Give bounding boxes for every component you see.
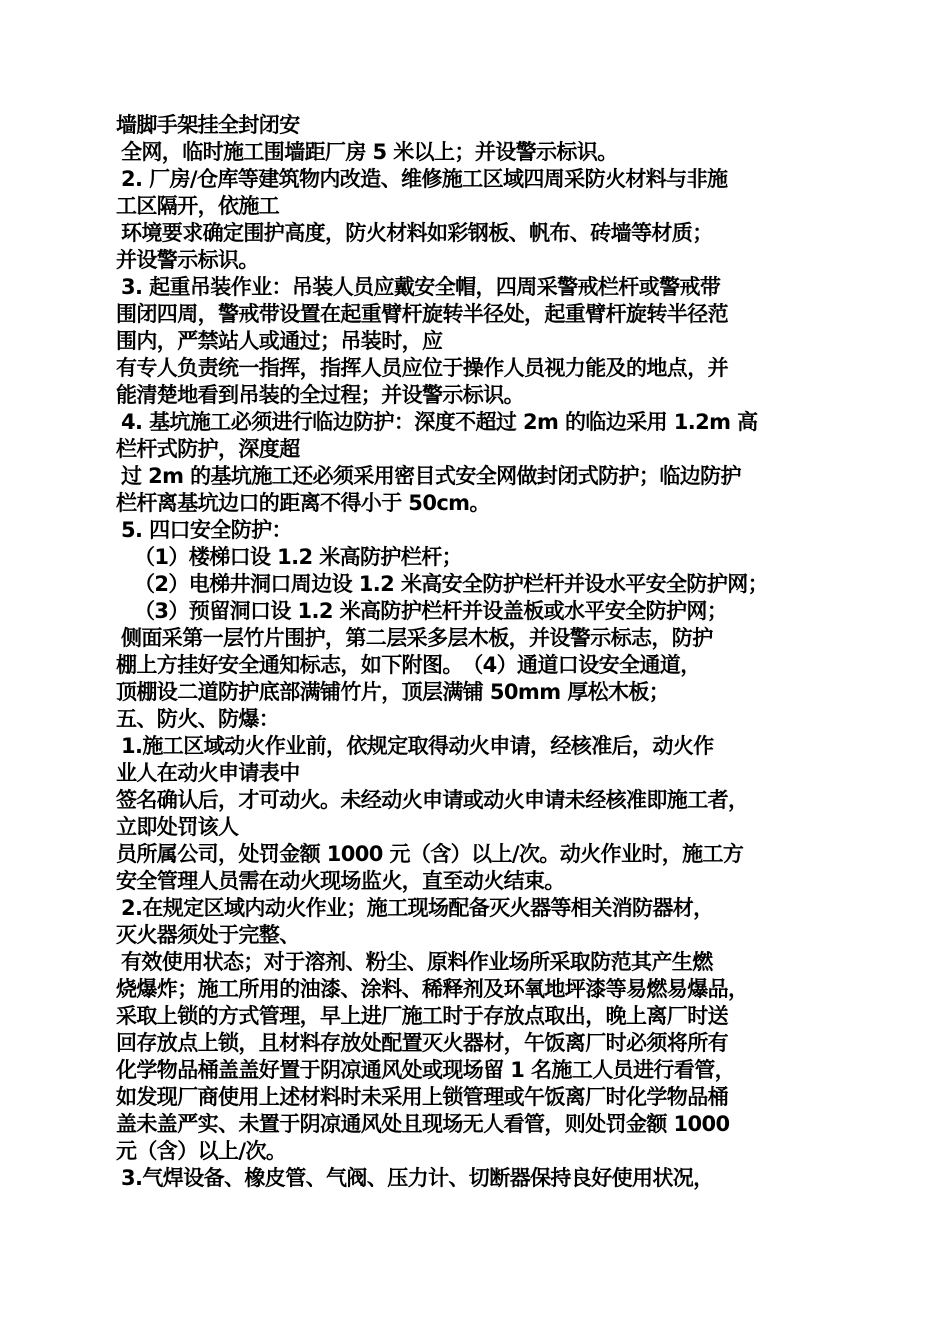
text-line: 2. 厂房/仓库等建筑物内改造、维修施工区域四周采防火材料与非施 (121, 167, 728, 191)
text-line: 3.气焊设备、橡皮管、气阀、压力计、切断器保持良好使用状况， (121, 1166, 714, 1190)
text-line: 过 2m 的基坑施工还必须采用密目式安全网做封闭式防护；临边防护 (121, 464, 741, 488)
text-line: 如发现厂商使用上述材料时未采用上锁管理或午饭离厂时化学物品桶 (116, 1085, 728, 1109)
text-line: 有效使用状态；对于溶剂、粉尘、原料作业场所采取防范其产生燃 (121, 950, 713, 974)
document-body (116, 112, 846, 1192)
text-line: 签名确认后，才可动火。未经动火申请或动火申请未经核准即施工者， (116, 788, 749, 812)
text-line: 棚上方挂好安全通知标志，如下附图。 （4）通道口设安全通道， (116, 653, 701, 677)
text-line: 3. 起重吊装作业：吊装人员应戴安全帽，四周采警戒栏杆或警戒带 (121, 275, 721, 299)
text-line: 2.在规定区域内动火作业；施工现场配备灭火器等相关消防器材， (121, 896, 714, 920)
text-line: 栏杆式防护，深度超 (116, 437, 300, 461)
text-line: （3）预留洞口设 1.2 米高防护栏杆并设盖板或水平安全防护网； (134, 599, 728, 623)
text-line: 立即处罚该人 (116, 815, 239, 839)
text-line: 围内，严禁站人或通过；吊装时，应 (116, 329, 443, 353)
text-line: 侧面采第一层竹片围护，第二层采多层木板，并设警示标志，防护 (121, 626, 713, 650)
text-line: 安全管理人员需在动火现场监火，直至动火结束。 (116, 869, 565, 893)
text-line: 5. 四口安全防护： (121, 518, 292, 542)
text-line: 能清楚地看到吊装的全过程；并设警示标识。 (116, 383, 524, 407)
section-heading: 五、防火、防爆： (116, 707, 280, 731)
text-line: 元（含）以上/次。 (116, 1139, 287, 1163)
text-line: （2）电梯井洞口周边设 1.2 米高安全防护栏杆并设水平安全防护网； (134, 572, 769, 596)
text-line: 化学物品桶盖盖好置于阴凉通风处或现场留 1 名施工人员进行看管， (116, 1058, 736, 1082)
text-line: 灭火器须处于完整、 (116, 923, 300, 947)
text-line: 围闭四周，警戒带设置在起重臂杆旋转半径处，起重臂杆旋转半径范 (116, 302, 728, 326)
text-line: 有专人负责统一指挥，指挥人员应位于操作人员视力能及的地点，并 (116, 356, 728, 380)
text-line: 4. 基坑施工必须进行临边防护：深度不超过 2m 的临边采用 1.2m 高 (121, 410, 758, 434)
text-line: 业人在动火申请表中 (116, 761, 300, 785)
text-line: 栏杆离基坑边口的距离不得小于 50cm。 (116, 491, 490, 515)
text-line: 员所属公司，处罚金额 1000 元（含）以上/次。动火作业时，施工方 (116, 842, 744, 866)
text-line: 全网，临时施工围墙距厂房 5 米以上；并设警示标识。 (121, 140, 618, 164)
text-line: 并设警示标识。 (116, 248, 259, 272)
text-line: 盖未盖严实、未置于阴凉通风处且现场无人看管，则处罚金额 1000 (116, 1112, 730, 1136)
text-line: 墙脚手架挂全封闭安 (116, 113, 300, 137)
text-line: 回存放点上锁，且材料存放处配置灭火器材，午饭离厂时必须将所有 (116, 1031, 728, 1055)
text-line: 1.施工区域动火作业前，依规定取得动火申请，经核准后，动火作 (121, 734, 714, 758)
text-line: 工区隔开，依施工 (116, 194, 280, 218)
text-line: 烧爆炸；施工所用的油漆、涂料、稀释剂及环氧地坪漆等易燃易爆品， (116, 977, 749, 1001)
text-line: （1）楼梯口设 1.2 米高防护栏杆； (134, 545, 463, 569)
text-line: 环境要求确定围护高度，防火材料如彩钢板、帆布、砖墙等材质； (121, 221, 713, 245)
text-line: 采取上锁的方式管理，早上进厂施工时于存放点取出，晚上离厂时送 (116, 1004, 728, 1028)
text-line: 顶棚设二道防护底部满铺竹片，顶层满铺 50mm 厚松木板； (116, 680, 670, 704)
